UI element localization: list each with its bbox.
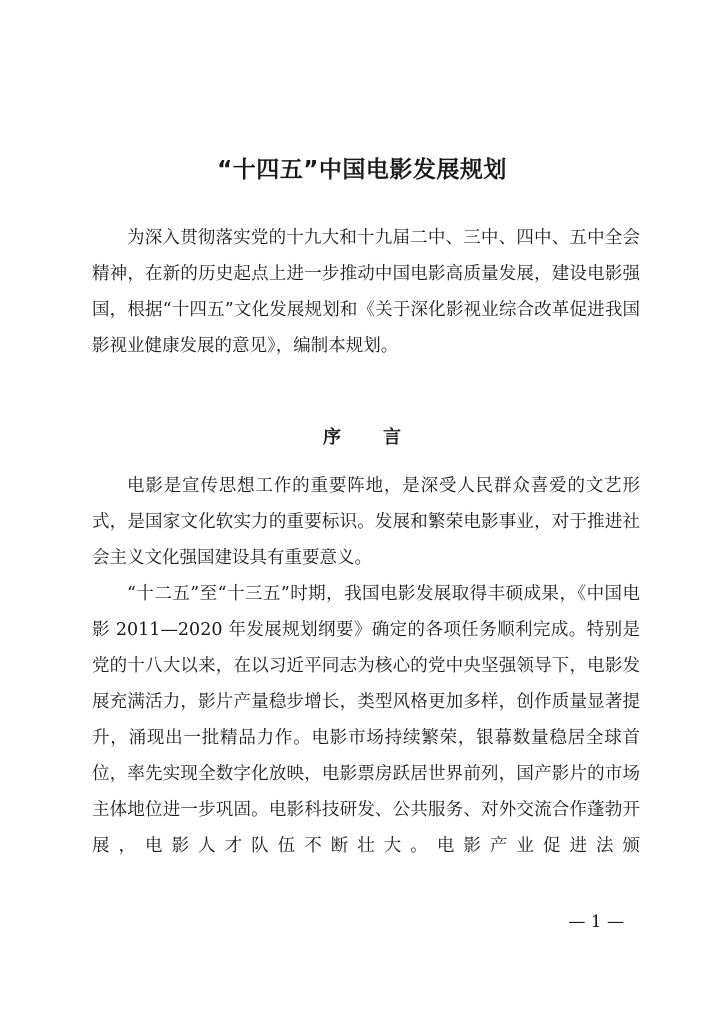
body-paragraph-block-1 [92, 468, 640, 576]
section-heading-preface: 序言 [323, 427, 443, 448]
intro-paragraph: 为深入贯彻落实党的十九大和十九届二中、三中、四中、五中全会精神，在新的历史起点上进一步推动中国电影高质量发展，建设电影强国，根据“十四五”文化发展规划和《关于深化影视业综合改革促进我国影视业健康发展的意见》，编制本规划。 [92, 228, 640, 356]
body-paragraph-block-2 [92, 576, 640, 864]
body-paragraph: 电影是宣传思想工作的重要阵地，是深受人民群众喜爱的文艺形式，是国家文化软实力的重要标识。发展和繁荣电影事业，对于推进社会主义文化强国建设具有重要意义。 [92, 476, 640, 568]
intro-block [92, 220, 640, 364]
body-paragraph: “十二五”至“十三五”时期，我国电影发展取得丰硕成果，《中国电影 2011—2020 年发展规划纲要》确定的各项任务顺利完成。特别是党的十八大以来，在以习近平同志为核心的党中央坚强领导下，电影发展充满活力，影片产量稳步增长，类型风格更加多样，创作质量显著提升，涌现出一批精品力作。电影市场持续繁荣，银幕数量稳居全球首位，率先实现全数字化放映，电影票房跃居世界前列，国产影片的市场主体地位进一步巩固。电影科技研发、公共服务、对外交流合作蓬勃开展，电影人才队伍不断壮大。电影产业促进法颁 [92, 584, 640, 856]
document-title: “十四五”中国电影发展规划 [217, 157, 507, 183]
page-number: — 1 — [568, 912, 624, 932]
